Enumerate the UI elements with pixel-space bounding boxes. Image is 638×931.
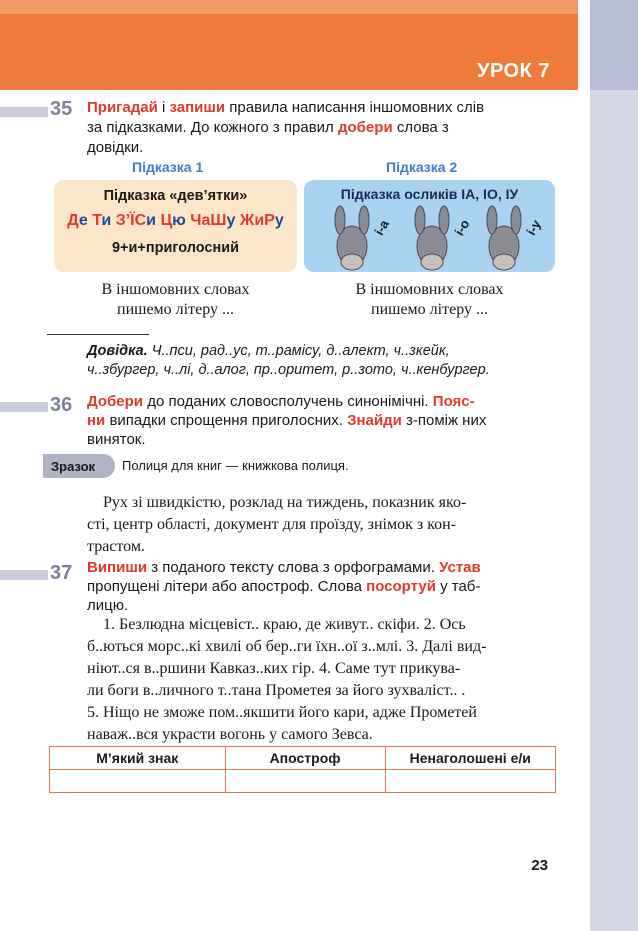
donkey-icon: [487, 206, 521, 270]
ex36-instruction-line3: виняток.: [87, 431, 146, 448]
donkey-label-3: і-у: [523, 217, 544, 238]
ref-line1: Довідка. Ч..пси, рад..ус, т..рамісу, д..алект, ч..зкейк,: [87, 343, 450, 359]
ex35-instruction-line3: довідки.: [87, 139, 144, 156]
sample-tag: [43, 454, 115, 478]
page-number: 23: [531, 857, 548, 874]
exercise-number: 35: [50, 98, 73, 120]
hint1-card: [54, 180, 297, 272]
card2-title: Підказка осликів ІА, ІО, ІУ: [340, 186, 519, 202]
ex36-body: Рух зі швидкістю, розклад на тиждень, показник яко- сті, центр області, документ для проїзду, знімок з кон- трастом.: [87, 494, 467, 555]
sorting-table: [49, 746, 556, 793]
header-bar-top: [0, 0, 578, 14]
donkey-label-1: і-а: [371, 217, 392, 238]
donkey-icon: [335, 206, 369, 270]
table-cell: [385, 770, 556, 793]
exercise-number-bar: [0, 570, 48, 580]
side-strip-top: [590, 0, 638, 90]
donkey-icon: [415, 206, 449, 270]
rule2: В іншомовних словах пишемо літеру ...: [355, 281, 504, 318]
ref-line2: ч..збургер, ч..лі, д..алог, пр..оритет, р..зото, ч..кенбургер.: [87, 362, 490, 378]
table-cell: [50, 770, 226, 793]
donkeys-illustration: [304, 204, 555, 272]
ex36-instruction-line2: ни випадки спрощення приголосних. Знайди з-поміж них: [87, 412, 487, 429]
ex37-body: 1. Безлюдна місцевіст.. краю, де живут.. скіфи. 2. Ось б..ються морс..кі хвилі об бер..ги їхн..ої з..млі. 3. Далі вид- ніют..ся в..ршини Кавказ..ких гір. 4. Саме тут прикува- ли боги в..личного т..тана Прометея за його зухваліст.. . 5. Ніщо не зможе пом..якшити його кари, адже Прометей наваж..вся украсти вогонь у самого Зевса.: [87, 616, 487, 743]
ex37-instruction-line2: пропущені літери або апостроф. Слова посортуй у таб-: [87, 578, 481, 595]
exercise-number-bar: [0, 107, 48, 117]
card1-title: Підказка «дев’ятки»: [103, 188, 248, 204]
sample-text: Полиця для книг — книжкова полиця.: [122, 458, 349, 473]
donkey-label-2: і-о: [451, 216, 473, 239]
hint2-title: Підказка 2: [386, 159, 458, 175]
card1-formula: 9+и+приголосний: [111, 240, 240, 256]
exercise-number: 36: [50, 394, 73, 416]
exercise-number: 37: [50, 562, 73, 584]
table-header-soft-sign: М’який знак: [50, 747, 226, 770]
ex37-instruction-line1: Випиши з поданого тексту слова з орфограмами. Устав: [87, 559, 481, 576]
side-strip: [590, 0, 638, 931]
table-cell: [225, 770, 385, 793]
ex36-instruction-line1: Добери до поданих словосполучень синонімічні. Пояс-: [87, 393, 475, 410]
sample-label: Зразок: [51, 459, 96, 474]
exercise-number-bar: [0, 402, 48, 412]
ex35-instruction-line2: за підказками. До кожного з правил добери слова з: [87, 119, 449, 136]
ex35-instruction-line1: Пригадай і запиши правила написання іншомовних слів: [87, 99, 485, 116]
lesson-title: УРОК 7: [477, 60, 550, 82]
hint1-title: Підказка 1: [132, 159, 204, 175]
divider: [47, 334, 149, 335]
card1-letters: Де Ти З’ЇСи Цю ЧаШу ЖиРу: [67, 212, 284, 229]
table-header-unstressed: Ненаголошені е/и: [385, 747, 556, 770]
ex37-instruction-line3: лицю.: [87, 597, 129, 614]
table-header-row: [50, 747, 556, 770]
hint2-card: [304, 180, 555, 272]
rule1: В іншомовних словах пишемо літеру ...: [101, 281, 250, 318]
table-row: [50, 770, 556, 793]
table-header-apostrophe: Апостроф: [225, 747, 385, 770]
